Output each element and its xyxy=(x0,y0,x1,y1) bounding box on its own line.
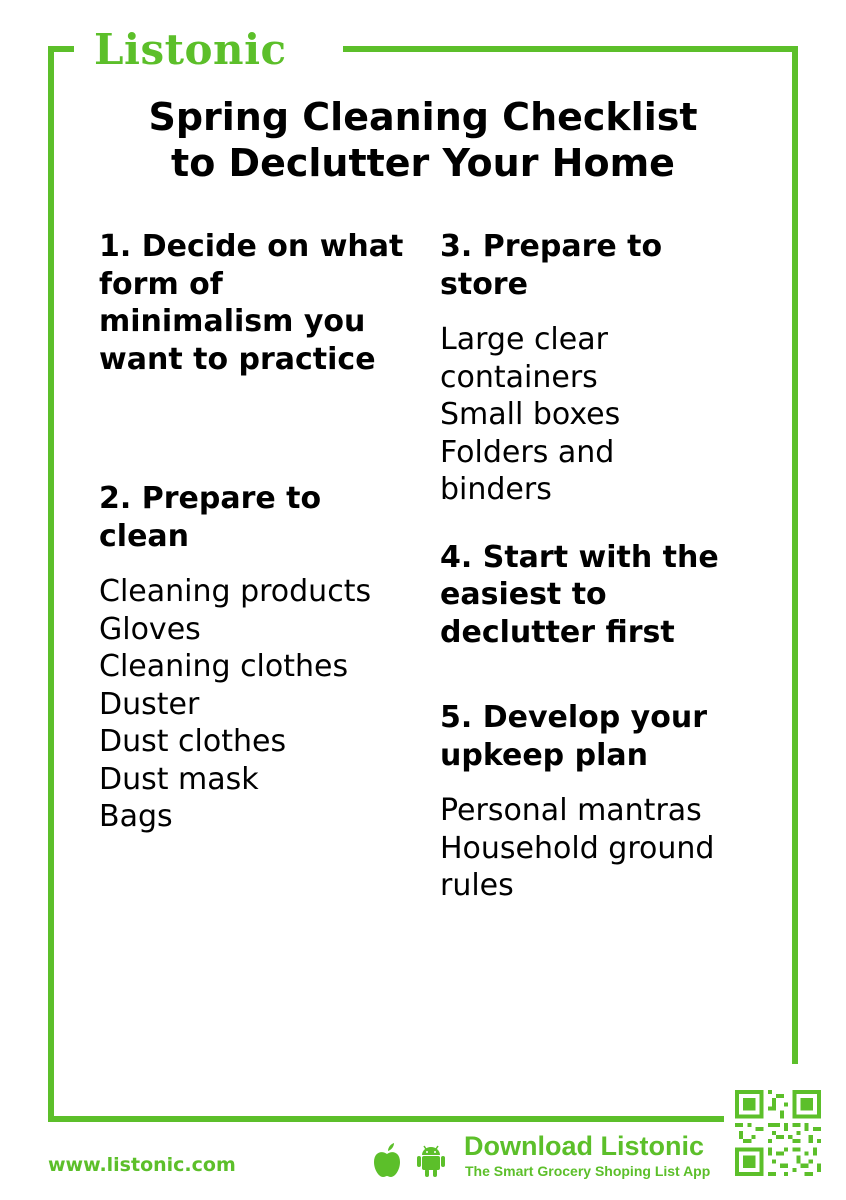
qr-code-icon[interactable] xyxy=(735,1090,821,1176)
list-item: Folders and binders xyxy=(440,434,615,507)
title-line-2: to Declutter Your Home xyxy=(171,141,675,185)
item-list xyxy=(440,792,750,905)
list-item: Household ground rules xyxy=(440,830,715,903)
page-title xyxy=(54,94,792,186)
left-column xyxy=(99,228,449,836)
item-list xyxy=(99,573,449,836)
list-item: Gloves xyxy=(99,611,201,647)
apple-icon[interactable] xyxy=(371,1142,403,1178)
download-subtitle: The Smart Grocery Shoping List App xyxy=(465,1163,711,1179)
frame-left xyxy=(48,46,54,1122)
section-heading: 3. Prepare to store xyxy=(440,229,663,302)
right-column xyxy=(440,228,790,905)
section-upkeep-plan xyxy=(440,699,790,905)
list-item: Dust mask xyxy=(99,761,259,797)
section-heading: 2. Prepare to clean xyxy=(99,481,322,554)
list-item: Dust clothes xyxy=(99,724,287,759)
section-heading: 1. Decide on what form of minimalism you want to practice xyxy=(99,229,404,377)
list-item: Cleaning products xyxy=(99,574,372,609)
listonic-logo: Listonic xyxy=(94,25,287,74)
section-heading: 4. Start with the easiest to declutter first xyxy=(440,539,719,650)
android-icon[interactable] xyxy=(415,1142,447,1178)
list-item: Bags xyxy=(99,799,173,834)
download-title[interactable]: Download Listonic xyxy=(464,1131,704,1161)
section-prepare-to-clean xyxy=(99,480,449,836)
list-item: Small boxes xyxy=(440,397,621,432)
frame-top-right xyxy=(343,46,798,52)
title-line-1: Spring Cleaning Checklist xyxy=(148,95,698,139)
section-decide-minimalism xyxy=(99,228,449,378)
section-start-easiest xyxy=(440,539,790,652)
item-list xyxy=(440,321,680,509)
list-item: Cleaning clothes xyxy=(99,649,349,684)
list-item: Personal mantras xyxy=(440,793,702,828)
frame-bottom xyxy=(48,1116,724,1122)
section-prepare-to-store xyxy=(440,228,790,509)
frame-right xyxy=(792,46,798,1064)
list-item: Duster xyxy=(99,686,200,722)
section-heading: 5. Develop your upkeep plan xyxy=(440,700,707,773)
website-link[interactable]: www.listonic.com xyxy=(48,1154,236,1176)
list-item: Large clear containers xyxy=(440,322,608,395)
